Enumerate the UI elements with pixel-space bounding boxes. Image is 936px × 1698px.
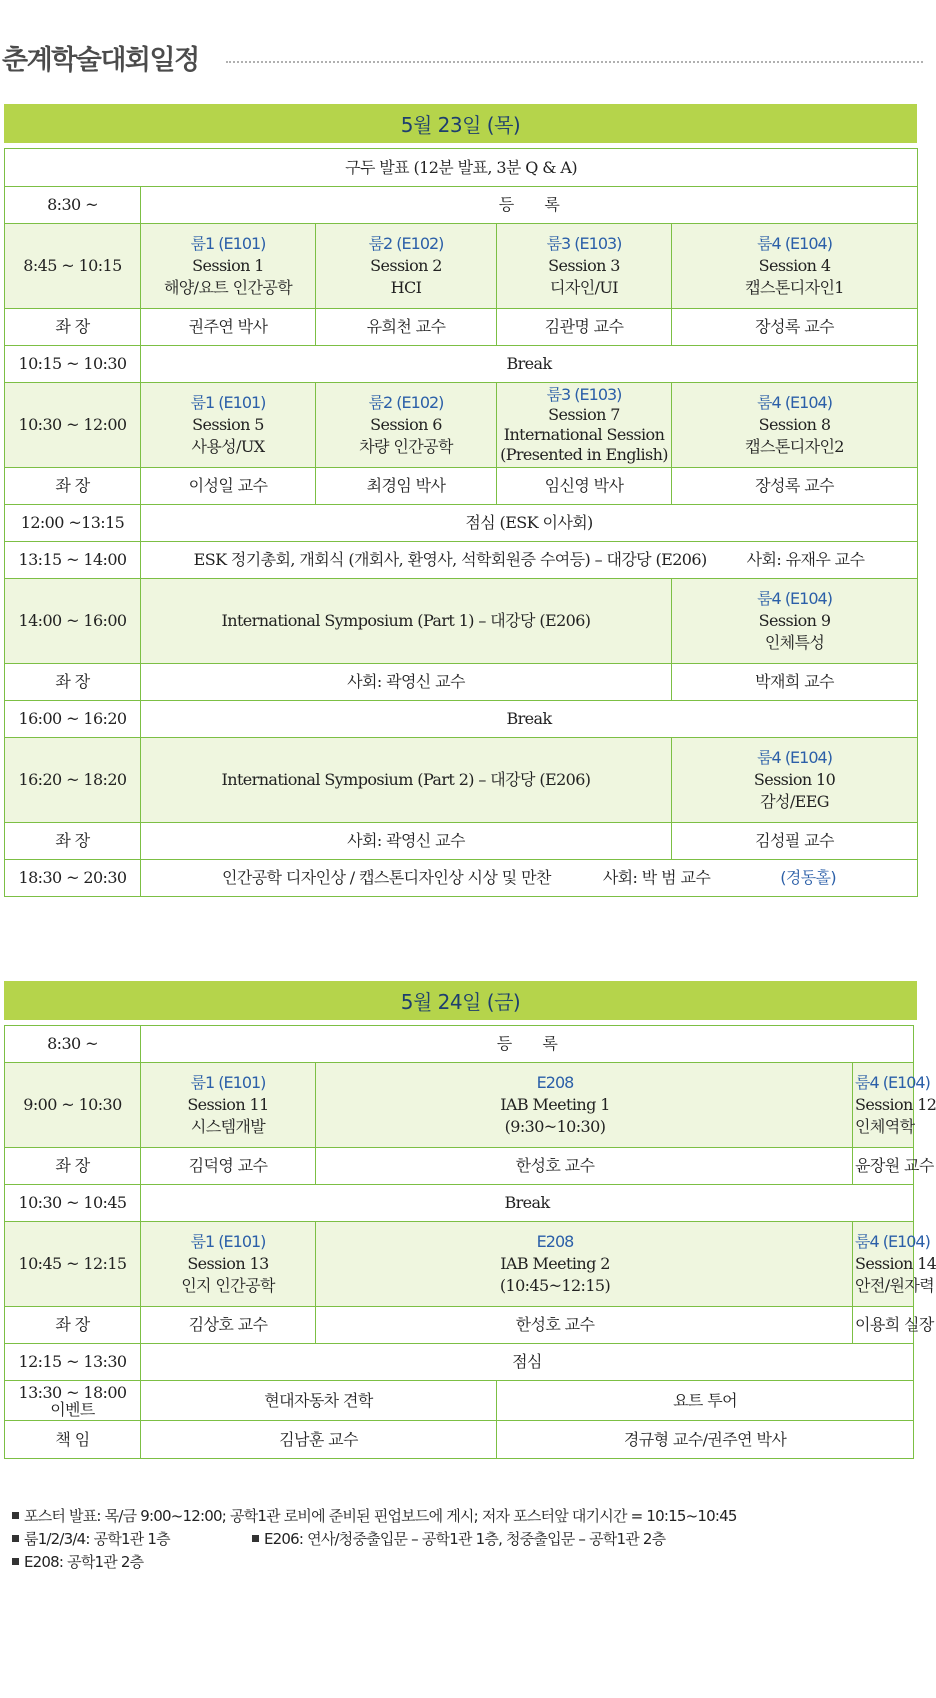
lead-right: 경규형 교수/권주연 박사 xyxy=(497,1421,914,1459)
session-cell: 룸4 (E104) Session 4 캡스톤디자인1 xyxy=(672,224,918,309)
note-e208: E208: 공학1관 2층 xyxy=(12,1551,737,1574)
session-cell: 룸4 (E104) Session 14 안전/원자력 xyxy=(853,1222,914,1307)
chair-label: 좌 장 xyxy=(5,309,141,346)
general-meeting-row xyxy=(5,542,918,579)
break-row xyxy=(5,701,918,738)
time-cell: 12:00 ~13:15 xyxy=(5,505,141,542)
chair-label: 좌 장 xyxy=(5,1148,141,1185)
time-cell: 10:15 ~ 10:30 xyxy=(5,346,141,383)
session-cell: 룸2 (E102) Session 6 차량 인간공학 xyxy=(316,383,497,468)
lunch-label: 점심 xyxy=(141,1344,914,1381)
time-cell: 8:30 ~ xyxy=(5,187,141,224)
chair-label: 좌 장 xyxy=(5,664,141,701)
chair-name: 김관명 교수 xyxy=(497,309,672,346)
session-cell: 룸4 (E104) Session 9 인체특성 xyxy=(672,579,918,664)
chair-name: 유희천 교수 xyxy=(316,309,497,346)
session-cell: 룸1 (E101) Session 5 사용성/UX xyxy=(141,383,316,468)
chair-host: 사회: 곽영신 교수 xyxy=(141,823,672,860)
session-cell: 룸4 (E104) Session 12 인체역학 xyxy=(853,1063,914,1148)
oral-header-row xyxy=(5,149,918,187)
time-cell: 13:30 ~ 18:00 이벤트 xyxy=(5,1381,141,1421)
session-block-2 xyxy=(5,1222,914,1307)
symposium-2-row xyxy=(5,738,918,823)
session-block-1 xyxy=(5,224,918,309)
symposium-label: International Symposium (Part 2) – 대강당 (E206) xyxy=(141,738,672,823)
session-cell: 룸4 (E104) Session 10 감성/EEG xyxy=(672,738,918,823)
time-cell: 10:45 ~ 12:15 xyxy=(5,1222,141,1307)
dinner-row xyxy=(5,860,918,897)
time-cell: 12:15 ~ 13:30 xyxy=(5,1344,141,1381)
notes xyxy=(12,1505,737,1574)
time-cell: 8:30 ~ xyxy=(5,1026,141,1063)
day2-schedule-table xyxy=(4,1025,936,1459)
chair-label: 좌 장 xyxy=(5,823,141,860)
title-dotted-rule xyxy=(226,61,923,63)
note-e206: E206: 연사/청중출입문 – 공학1관 1층, 청중출입문 – 공학1관 2층 xyxy=(252,1528,665,1551)
session-cell: E208 IAB Meeting 2 (10:45~12:15) xyxy=(316,1222,853,1307)
lead-row xyxy=(5,1421,914,1459)
lunch-row xyxy=(5,1344,914,1381)
time-cell: 10:30 ~ 10:45 xyxy=(5,1185,141,1222)
bullet-icon xyxy=(252,1535,259,1542)
dinner-cell xyxy=(141,860,918,897)
break-label: Break xyxy=(141,346,918,383)
session-cell: 룸1 (E101) Session 1 해양/요트 인간공학 xyxy=(141,224,316,309)
session-cell: E208 IAB Meeting 1 (9:30~10:30) xyxy=(316,1063,853,1148)
session-cell: 룸4 (E104) Session 8 캡스톤디자인2 xyxy=(672,383,918,468)
break-row xyxy=(5,1185,914,1222)
chair-name: 이성일 교수 xyxy=(141,468,316,505)
event-left: 현대자동차 견학 xyxy=(141,1381,497,1421)
lunch-row xyxy=(5,505,918,542)
chair-name: 장성록 교수 xyxy=(672,309,918,346)
dinner-host: 사회: 박 범 교수 xyxy=(602,868,711,887)
note-rooms: 룸1/2/3/4: 공학1관 1층 E206: 연사/청중출입문 – 공학1관 1층, 청중출입문 – 공학1관 2층 xyxy=(12,1528,737,1551)
lead-left: 김남훈 교수 xyxy=(141,1421,497,1459)
time-cell: 10:30 ~ 12:00 xyxy=(5,383,141,468)
lunch-label: 점심 (ESK 이사회) xyxy=(141,505,918,542)
time-cell: 13:15 ~ 14:00 xyxy=(5,542,141,579)
chair-name: 장성록 교수 xyxy=(672,468,918,505)
chair-name: 권주연 박사 xyxy=(141,309,316,346)
time-cell: 16:00 ~ 16:20 xyxy=(5,701,141,738)
symposium-label: International Symposium (Part 1) – 대강당 (E206) xyxy=(141,579,672,664)
note-poster: 포스터 발표: 목/금 9:00~12:00; 공학1관 로비에 준비된 핀업보드에 게시; 저자 포스터앞 대기시간 = 10:15~10:45 xyxy=(12,1505,737,1528)
dinner-venue: (경동홀) xyxy=(780,868,837,887)
chair-row xyxy=(5,468,918,505)
general-meeting-host: 사회: 유재우 교수 xyxy=(746,550,865,569)
day1-schedule-table xyxy=(4,148,918,897)
event-right: 요트 투어 xyxy=(497,1381,914,1421)
registration-label: 등 록 xyxy=(141,187,918,224)
chair-name: 김덕영 교수 xyxy=(141,1148,316,1185)
day1-header: 5월 23일 (목) xyxy=(4,104,917,143)
bullet-icon xyxy=(12,1558,19,1565)
general-meeting-label: ESK 정기총회, 개회식 (개회사, 환영사, 석학회원증 수여등) – 대강당 (E206) xyxy=(193,550,707,569)
session-cell: 룸3 (E103) Session 3 디자인/UI xyxy=(497,224,672,309)
chair-host: 사회: 곽영신 교수 xyxy=(141,664,672,701)
time-cell: 14:00 ~ 16:00 xyxy=(5,579,141,664)
chair-name: 윤장원 교수 xyxy=(853,1148,914,1185)
session-cell: 룸1 (E101) Session 13 인지 인간공학 xyxy=(141,1222,316,1307)
chair-name: 한성호 교수 xyxy=(316,1148,853,1185)
event-row xyxy=(5,1381,914,1421)
time-cell: 9:00 ~ 10:30 xyxy=(5,1063,141,1148)
chair-row xyxy=(5,823,918,860)
chair-label: 좌 장 xyxy=(5,1307,141,1344)
chair-row xyxy=(5,309,918,346)
chair-name: 김성필 교수 xyxy=(672,823,918,860)
registration-label: 등 록 xyxy=(141,1026,914,1063)
time-cell: 8:45 ~ 10:15 xyxy=(5,224,141,309)
session-cell: 룸1 (E101) Session 11 시스템개발 xyxy=(141,1063,316,1148)
dinner-label: 인간공학 디자인상 / 캡스톤디자인상 시상 및 만찬 xyxy=(221,868,551,887)
bullet-icon xyxy=(12,1535,19,1542)
session-block-2 xyxy=(5,383,918,468)
session-cell: 룸3 (E103) Session 7 International Session (Presented in English) xyxy=(497,383,672,468)
chair-row xyxy=(5,1148,914,1185)
chair-name: 이용희 실장 xyxy=(853,1307,914,1344)
session-cell: 룸2 (E102) Session 2 HCI xyxy=(316,224,497,309)
general-meeting-cell xyxy=(141,542,918,579)
break-label: Break xyxy=(141,701,918,738)
time-cell: 18:30 ~ 20:30 xyxy=(5,860,141,897)
page-title: 춘계학술대회일정 xyxy=(2,45,199,76)
chair-row xyxy=(5,1307,914,1344)
day2-header: 5월 24일 (금) xyxy=(4,981,917,1020)
chair-name: 최경임 박사 xyxy=(316,468,497,505)
chair-row xyxy=(5,664,918,701)
oral-header: 구두 발표 (12분 발표, 3분 Q & A) xyxy=(5,149,918,187)
time-cell: 16:20 ~ 18:20 xyxy=(5,738,141,823)
break-label: Break xyxy=(141,1185,914,1222)
break-row xyxy=(5,346,918,383)
chair-name: 박재희 교수 xyxy=(672,664,918,701)
chair-name: 김상호 교수 xyxy=(141,1307,316,1344)
registration-row xyxy=(5,1026,914,1063)
lead-label: 책 임 xyxy=(5,1421,141,1459)
bullet-icon xyxy=(12,1512,19,1519)
session-block-1 xyxy=(5,1063,914,1148)
chair-name: 임신영 박사 xyxy=(497,468,672,505)
symposium-1-row xyxy=(5,579,918,664)
registration-row xyxy=(5,187,918,224)
chair-name: 한성호 교수 xyxy=(316,1307,853,1344)
chair-label: 좌 장 xyxy=(5,468,141,505)
